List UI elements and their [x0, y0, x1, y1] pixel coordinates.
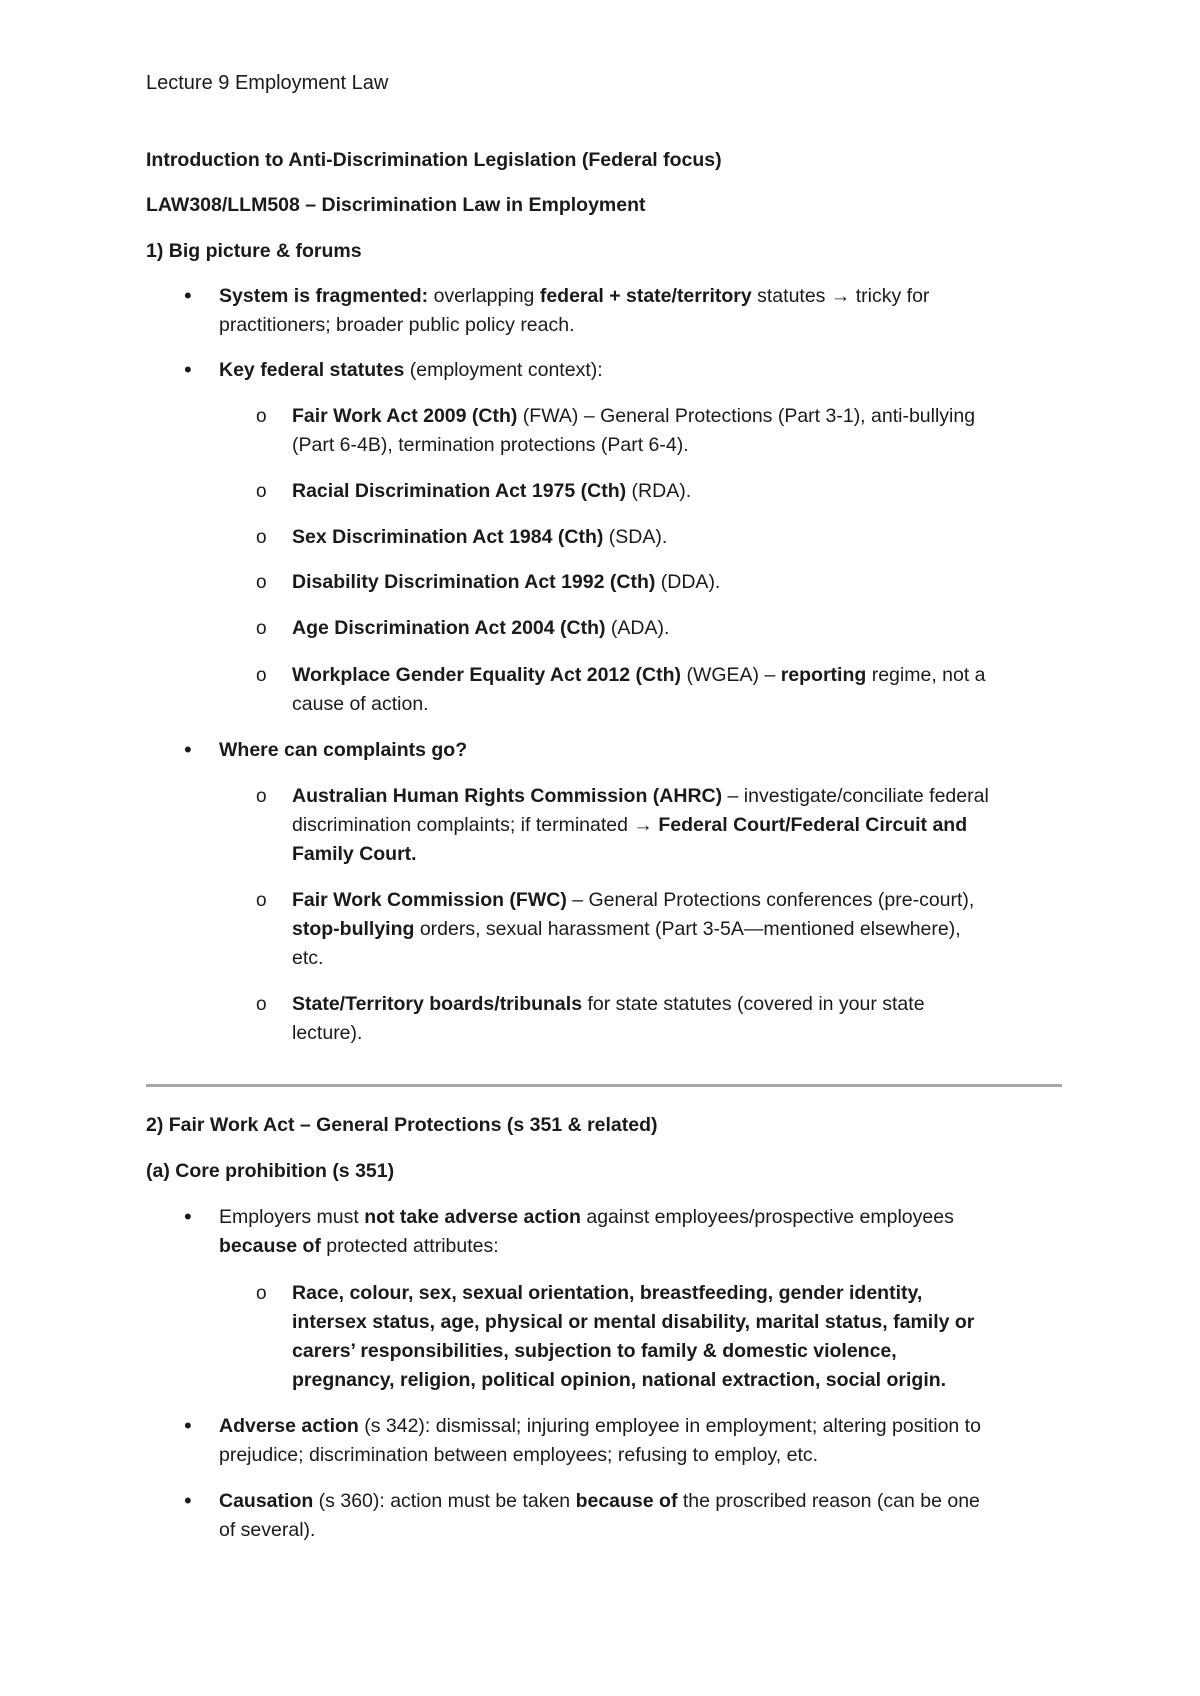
- bullet-causation-cont: of several).: [219, 1519, 316, 1541]
- text: (DDA).: [655, 571, 721, 593]
- text: (s 360): action must be taken: [313, 1490, 576, 1512]
- statute-fwa: [292, 402, 975, 431]
- bullet-fragmented: [219, 282, 929, 311]
- text: statutes → tricky for: [751, 285, 930, 307]
- bullet-complaints: [219, 736, 467, 765]
- text: – investigate/conciliate federal: [722, 785, 989, 807]
- bold-text: Federal Court/Federal Circuit and: [658, 814, 968, 836]
- text: (ADA).: [605, 617, 670, 639]
- sub-bullet-icon: o: [256, 786, 267, 807]
- bullet-icon: •: [184, 1413, 192, 1438]
- bold-text: Where can complaints go?: [219, 739, 468, 761]
- sub-bullet-icon: o: [256, 572, 267, 593]
- sub-bullet-icon: o: [256, 890, 267, 911]
- sub-bullet-icon: o: [256, 1283, 267, 1304]
- forum-fwc: [292, 886, 974, 915]
- bullet-icon: •: [184, 1204, 192, 1229]
- statute-fwa-cont: (Part 6-4B), termination protections (Part 6-4).: [292, 434, 689, 456]
- text: (RDA).: [626, 480, 692, 502]
- text: (employment context):: [404, 359, 603, 381]
- text: for state statutes (covered in your state: [582, 993, 925, 1015]
- bullet-icon: •: [184, 357, 192, 382]
- page-header: Lecture 9 Employment Law: [146, 72, 389, 94]
- sub-bullet-icon: o: [256, 527, 267, 548]
- text: regime, not a: [866, 664, 986, 686]
- statute-sda: [292, 523, 667, 552]
- sub-bullet-icon: o: [256, 665, 267, 686]
- bold-text: State/Territory boards/tribunals: [292, 993, 583, 1015]
- attributes-line-3: carers’ responsibilities, subjection to family & domestic violence,: [292, 1340, 897, 1362]
- bold-text: stop-bullying: [292, 918, 415, 940]
- bullet-core-prohibition: [219, 1203, 954, 1232]
- attributes-line-2: intersex status, age, physical or mental disability, marital status, family or: [292, 1311, 975, 1333]
- section-2-heading: 2) Fair Work Act – General Protections (s 351 & related): [146, 1114, 658, 1136]
- statute-dda: [292, 568, 720, 597]
- bold-text: Key federal statutes: [219, 359, 405, 381]
- forum-fwc-line2: [292, 915, 961, 944]
- bullet-icon: •: [184, 283, 192, 308]
- sub-bullet-icon: o: [256, 618, 267, 639]
- bold-text: reporting: [780, 664, 867, 686]
- forum-fwc-line3: etc.: [292, 947, 324, 969]
- text: protected attributes:: [320, 1235, 499, 1257]
- text: (s 342): dismissal; injuring employee in employment; altering position to: [358, 1415, 981, 1437]
- section-1-heading: 1) Big picture & forums: [146, 240, 362, 262]
- bold-text: Disability Discrimination Act 1992 (Cth): [292, 571, 656, 593]
- bold-text: System is fragmented:: [219, 285, 429, 307]
- sub-bullet-icon: o: [256, 994, 267, 1015]
- text: discrimination complaints; if terminated →: [292, 814, 659, 836]
- text: overlapping: [428, 285, 540, 307]
- forum-ahrc-line3: Family Court.: [292, 843, 417, 865]
- text: – General Protections conferences (pre-court),: [566, 889, 975, 911]
- bold-text: because of: [575, 1490, 678, 1512]
- attributes-line-1: Race, colour, sex, sexual orientation, breastfeeding, gender identity,: [292, 1282, 923, 1304]
- document-subtitle: LAW308/LLM508 – Discrimination Law in Employment: [146, 194, 646, 216]
- document-title: Introduction to Anti-Discrimination Legislation (Federal focus): [146, 149, 722, 171]
- bullet-causation: [219, 1487, 980, 1516]
- statute-wgea-cont: cause of action.: [292, 693, 429, 715]
- attributes-line-4: pregnancy, religion, political opinion, national extraction, social origin.: [292, 1369, 947, 1391]
- bold-text: Workplace Gender Equality Act 2012 (Cth): [292, 664, 682, 686]
- bold-text: federal + state/territory: [539, 285, 752, 307]
- bullet-fragmented-cont: practitioners; broader public policy reach.: [219, 314, 575, 336]
- text: (SDA).: [603, 526, 668, 548]
- text: orders, sexual harassment (Part 3-5A—mentioned elsewhere),: [414, 918, 961, 940]
- bullet-key-statutes: [219, 356, 603, 385]
- statute-wgea: [292, 661, 986, 690]
- text: (WGEA) –: [681, 664, 781, 686]
- forum-ahrc-line2: [292, 811, 967, 840]
- sub-bullet-icon: o: [256, 481, 267, 502]
- section-2a-heading: (a) Core prohibition (s 351): [146, 1160, 395, 1182]
- horizontal-divider: [146, 1084, 1062, 1087]
- bullet-core-prohibition-cont: [219, 1232, 499, 1261]
- text: (FWA) – General Protections (Part 3-1), anti-bullying: [517, 405, 976, 427]
- bold-text: Fair Work Act 2009 (Cth): [292, 405, 518, 427]
- forum-state: [292, 990, 925, 1019]
- text: against employees/prospective employees: [580, 1206, 954, 1228]
- statute-ada: [292, 614, 669, 643]
- bullet-adverse-action-cont: prejudice; discrimination between employees; refusing to employ, etc.: [219, 1444, 819, 1466]
- bullet-icon: •: [184, 1488, 192, 1513]
- forum-ahrc: [292, 782, 989, 811]
- bold-text: because of: [219, 1235, 321, 1257]
- sub-bullet-icon: o: [256, 406, 267, 427]
- forum-state-line2: lecture).: [292, 1022, 363, 1044]
- bold-text: Fair Work Commission (FWC): [292, 889, 567, 911]
- text: Employers must: [219, 1206, 365, 1228]
- bold-text: Racial Discrimination Act 1975 (Cth): [292, 480, 627, 502]
- bold-text: not take adverse action: [364, 1206, 581, 1228]
- bold-text: Causation: [219, 1490, 314, 1512]
- text: the proscribed reason (can be one: [677, 1490, 980, 1512]
- bold-text: Australian Human Rights Commission (AHRC): [292, 785, 723, 807]
- bullet-icon: •: [184, 737, 192, 762]
- statute-rda: [292, 477, 691, 506]
- bullet-adverse-action: [219, 1412, 981, 1441]
- bold-text: Age Discrimination Act 2004 (Cth): [292, 617, 606, 639]
- bold-text: Adverse action: [219, 1415, 359, 1437]
- bold-text: Sex Discrimination Act 1984 (Cth): [292, 526, 604, 548]
